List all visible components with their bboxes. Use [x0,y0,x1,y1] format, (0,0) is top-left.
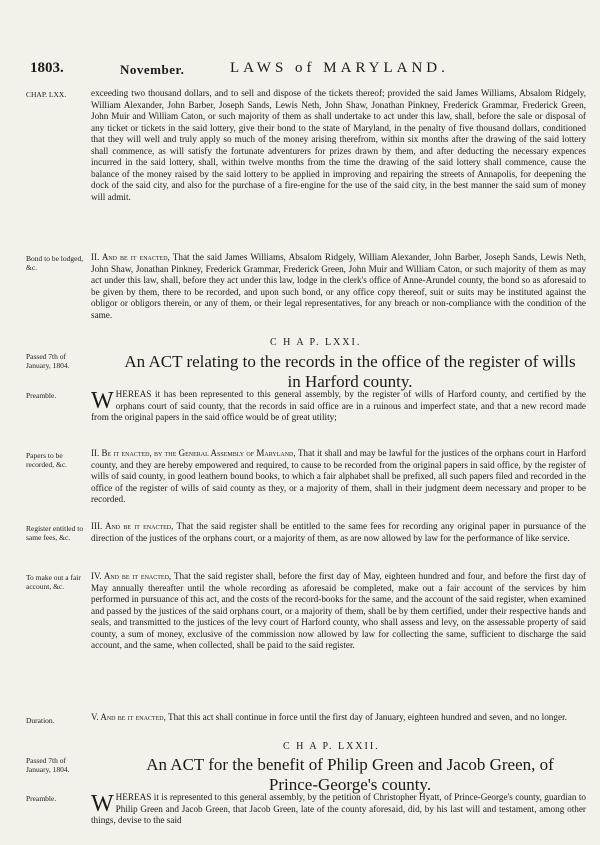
header-year: 1803. [30,60,64,76]
margin-passed-2: Passed 7th of January, 1804. [26,756,70,774]
section-body: That this act shall continue in force until the first day of January, eighteen hundred and seven, and no longer. [165,712,567,722]
margin-preamble-1: Preamble. [26,391,57,400]
margin-duration: Duration. [26,716,55,725]
margin-passed-1: Passed 7th of January, 1804. [26,352,70,370]
section-lead: IV. And be it enacted, [91,571,172,581]
margin-papers: Papers to be recorded, &c. [26,451,68,469]
margin-bond: Bond to be lodged, &c. [26,254,84,272]
chap-lxxii-heading: C H A P. LXXII. [283,741,380,752]
chap-lxx-body: exceeding two thousand dollars, and to sell and dispose of the tickets thereof; provided the said James Williams, Absalom Ridgely, William Alexander, John Barber, Joseph Sands, Lewis Neth, John Shaw, Jonathan Pinkney, Frederick Grammar, Frederick Green, John Muir and William Caton, or such majority of them as shall undertake to act under this law, shall, before the sale or disposal of any ticket or tickets in the said lottery, give their bond to the state of Maryland, in the penalty of five thousand dollars, conditioned that they will well and truly apply so much of the money arising therefrom, within six months after the drawing of the said lottery shall commence, as will satisfy the fortunate adventurers for prizes drawn by them, and after deducting the necessary expences incurred in the said lottery, shall, within twelve months from the time the drawing of the said lottery shall commence, cause the balance of the money raised by the said lottery to be applied in improving and repairing the streets of Annapolis, for deepening the dock of the said city, and also for the purchase of a fire-engine for the use of the said city, in the best manner the said sum of money will admit. [91,88,586,202]
preamble-text: HEREAS it has been represented to this general assembly, by the register of wills of Harford county, and certified by the orphans court of said county, that the records in said office are in a ruinous and imperfect state, and that a new record made from the original papers in the said office would be of great utility; [91,389,586,422]
margin-register-fees: Register entitled to same fees, &c. [26,524,84,542]
chap-lxxi-preamble [91,389,586,424]
chap-lxxi-heading: C H A P. LXXI. [270,337,362,348]
chap-lxxi-section-4 [91,571,586,652]
section-body: That the said register shall, before the first day of May, eighteen hundred and four, and before the first day of May annually thereafter until the whole recording as aforesaid be completed, make out a fair account of the services by him performed in pursuance of this act, and the costs of the record-books for the same, and the account of the said register, when examined and passed by the justices of the said orphans court, or a majority of them, shall be by them certified, under their respective hands and seals, and transmitted to the justices of the levy court of Harford county, who shall assess and levy, on the assessable property of said county, a sum of money, exclusive of the commission now allowed by law for collecting the same, sufficient to discharge the said account, and the same, when collected, shall be paid to the said register. [91,571,586,650]
header-title: LAWS of MARYLAND. [230,60,449,76]
margin-to-make-out: To make out a fair account, &c. [26,573,81,591]
header-month: November. [120,62,185,77]
section-lead: II. Be it enacted, by the General Assembly of Maryland, [91,448,296,458]
chap-lxxi-section-2 [91,448,586,506]
section-lead: III. And be it enacted, [91,521,174,531]
chap-lxxii-act-title: An ACT for the benefit of Philip Green and Jacob Green, of Prince-George's county. [146,755,554,794]
page-header [30,60,590,82]
section-body: That it shall and may be lawful for the justices of the orphans court in Harford county, and they are hereby empowered and required, to cause to be recorded from the original papers in said office, by the register of wills of said county, in good leathern bound books, to which a fair alphabet shall be prefixed, all such papers filed and recorded in the office of the register of wills of said county as they, or a majority of them, shall in their judgment deem necessary and proper to be recorded. [91,448,587,504]
chap-lxx-section-2 [91,252,586,321]
section-body: That the said register shall be entitled to the same fees for recording any original paper in pursuance of the direction of the justices of the orphans court, or a majority of them, as are now allowed by law for the performance of like service. [91,521,586,543]
chap-lxxii-preamble [91,792,586,827]
preamble-text: HEREAS it is represented to this general assembly, by the petition of Christopher Hyatt, of Prince-George's county, guardian to Philip Green and Jacob Green, that Jacob Green, late of the county aforesaid, did, by his last will and testament, among other things, devise to the said [91,792,586,825]
chap-lxxi-section-3 [91,521,586,544]
chap-lxxi-section-5 [91,712,586,724]
margin-chap-lxx: CHAP. LXX. [26,90,67,99]
section-lead: V. And be it enacted, [91,712,166,722]
section-lead: II. And be it enacted, [91,252,170,262]
chap-lxxi-act-title: An ACT relating to the records in the office of the register of wills in Harford county. [124,352,576,391]
section-body: That the said James Williams, Absalom Ridgely, William Alexander, John Barber, Joseph Sands, Lewis Neth, John Shaw, Jonathan Pinkney, Frederick Grammar, Frederick Green, John Muir and William Caton, or such majority of them as may act under this law, shall, before they act under this law, lodge in the clerk's office of Anne-Arundel county, the bond so as aforesaid to be given by them, there to be recorded, and upon such bond, or any office copy thereof, suit or suits may be instituted against the obligor or obligors therein, or any of them, or their legal representatives, for any breach or non-compliance with the condition of the same. [91,252,586,320]
drop-cap: W [91,791,114,817]
margin-preamble-2: Preamble. [26,794,57,803]
drop-cap: W [91,388,114,414]
